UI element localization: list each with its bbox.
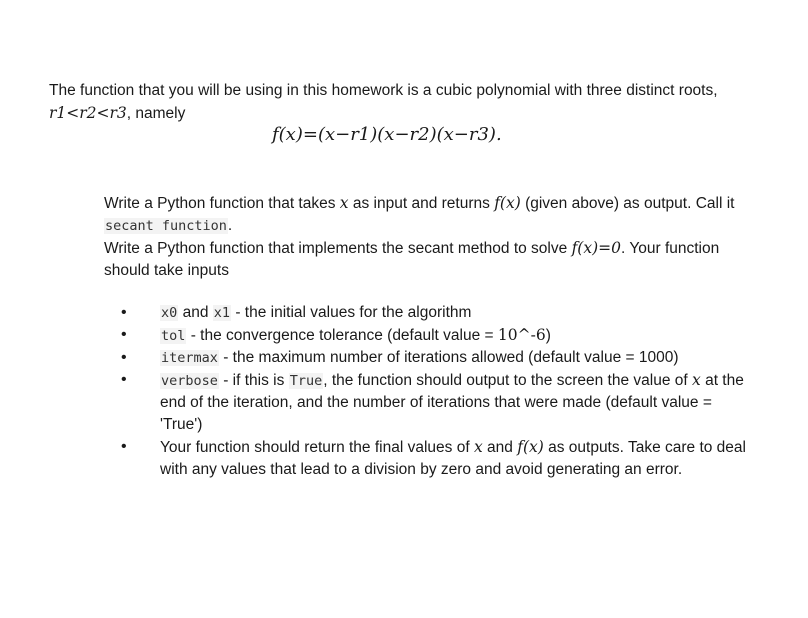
roots-order: r1<r2<r3 [49,104,127,122]
task-1-var-x: x [339,194,349,212]
bullet-5-text-a: Your function should return the final values of [160,439,470,456]
intro-text: The function that you will be using in this homework is a cubic polynomial with three distinct roots, [49,82,718,99]
bullet-4-text-a: - if this is [223,372,285,389]
bullet-5-fx: f(x) [517,438,544,456]
task-1-text-b: as input and returns [352,195,490,212]
bullet-tolerance [118,324,758,347]
bullet-5-text-b: as outputs. Take care to deal with any values that lead to a division by zero and avoid generating an error. [160,439,746,478]
code-x0: x0 [161,305,178,321]
code-verbose: verbose [161,373,218,389]
bullet-4-text-b: , the function should output to the screen the value of [323,372,688,389]
intro-tail: , namely [126,105,186,122]
bullet-2-text: - the convergence tolerance (default value = [190,327,494,344]
task-1-text-a: Write a Python function that takes [104,195,336,212]
code-tol: tol [161,328,186,344]
bullet-2-close: ) [545,327,551,344]
task-1-call-it: Call it [695,195,735,212]
bullet-4-text-c: at the end of the iteration, and the number of iterations that were made (default value = 'True') [160,372,744,433]
code-x1: x1 [213,305,231,321]
task-1-fx: f(x) [494,194,521,212]
task-1-text-c: (given above) as output. [525,195,692,212]
task-2-text-b: . Your function should take inputs [104,240,720,279]
bullet-1-text: - the initial values for the algorithm [235,304,472,321]
secant-function-name: secant function [105,218,227,234]
bullet-4-var-x: x [692,371,701,389]
task-list [104,192,764,282]
bullet-3-text: - the maximum number of iterations allowed (default value = 1000) [223,349,679,366]
task-2 [104,237,764,282]
task-1 [104,192,764,237]
code-itermax: itermax [161,350,218,366]
task-1-period: . [227,217,233,234]
code-true: True [289,373,323,389]
bullet-initial-values [118,302,758,324]
task-2-equation: f(x)=0 [571,239,621,257]
task-2-text-a: Write a Python function that implements the secant method to solve [104,240,568,257]
bullet-5-and: and [487,439,513,456]
input-bullet-list [118,302,758,481]
bullet-itermax [118,347,758,369]
bullet-5-var-x: x [473,438,483,456]
bullet-return-values [118,436,758,481]
tolerance-value: 10^-6 [497,326,546,344]
bullet-1-and: and [182,304,209,321]
bullet-verbose [118,369,758,436]
intro-paragraph [49,80,769,125]
cubic-equation: f(x)=(x−r1)(x−r2)(x−r3). [272,124,502,145]
